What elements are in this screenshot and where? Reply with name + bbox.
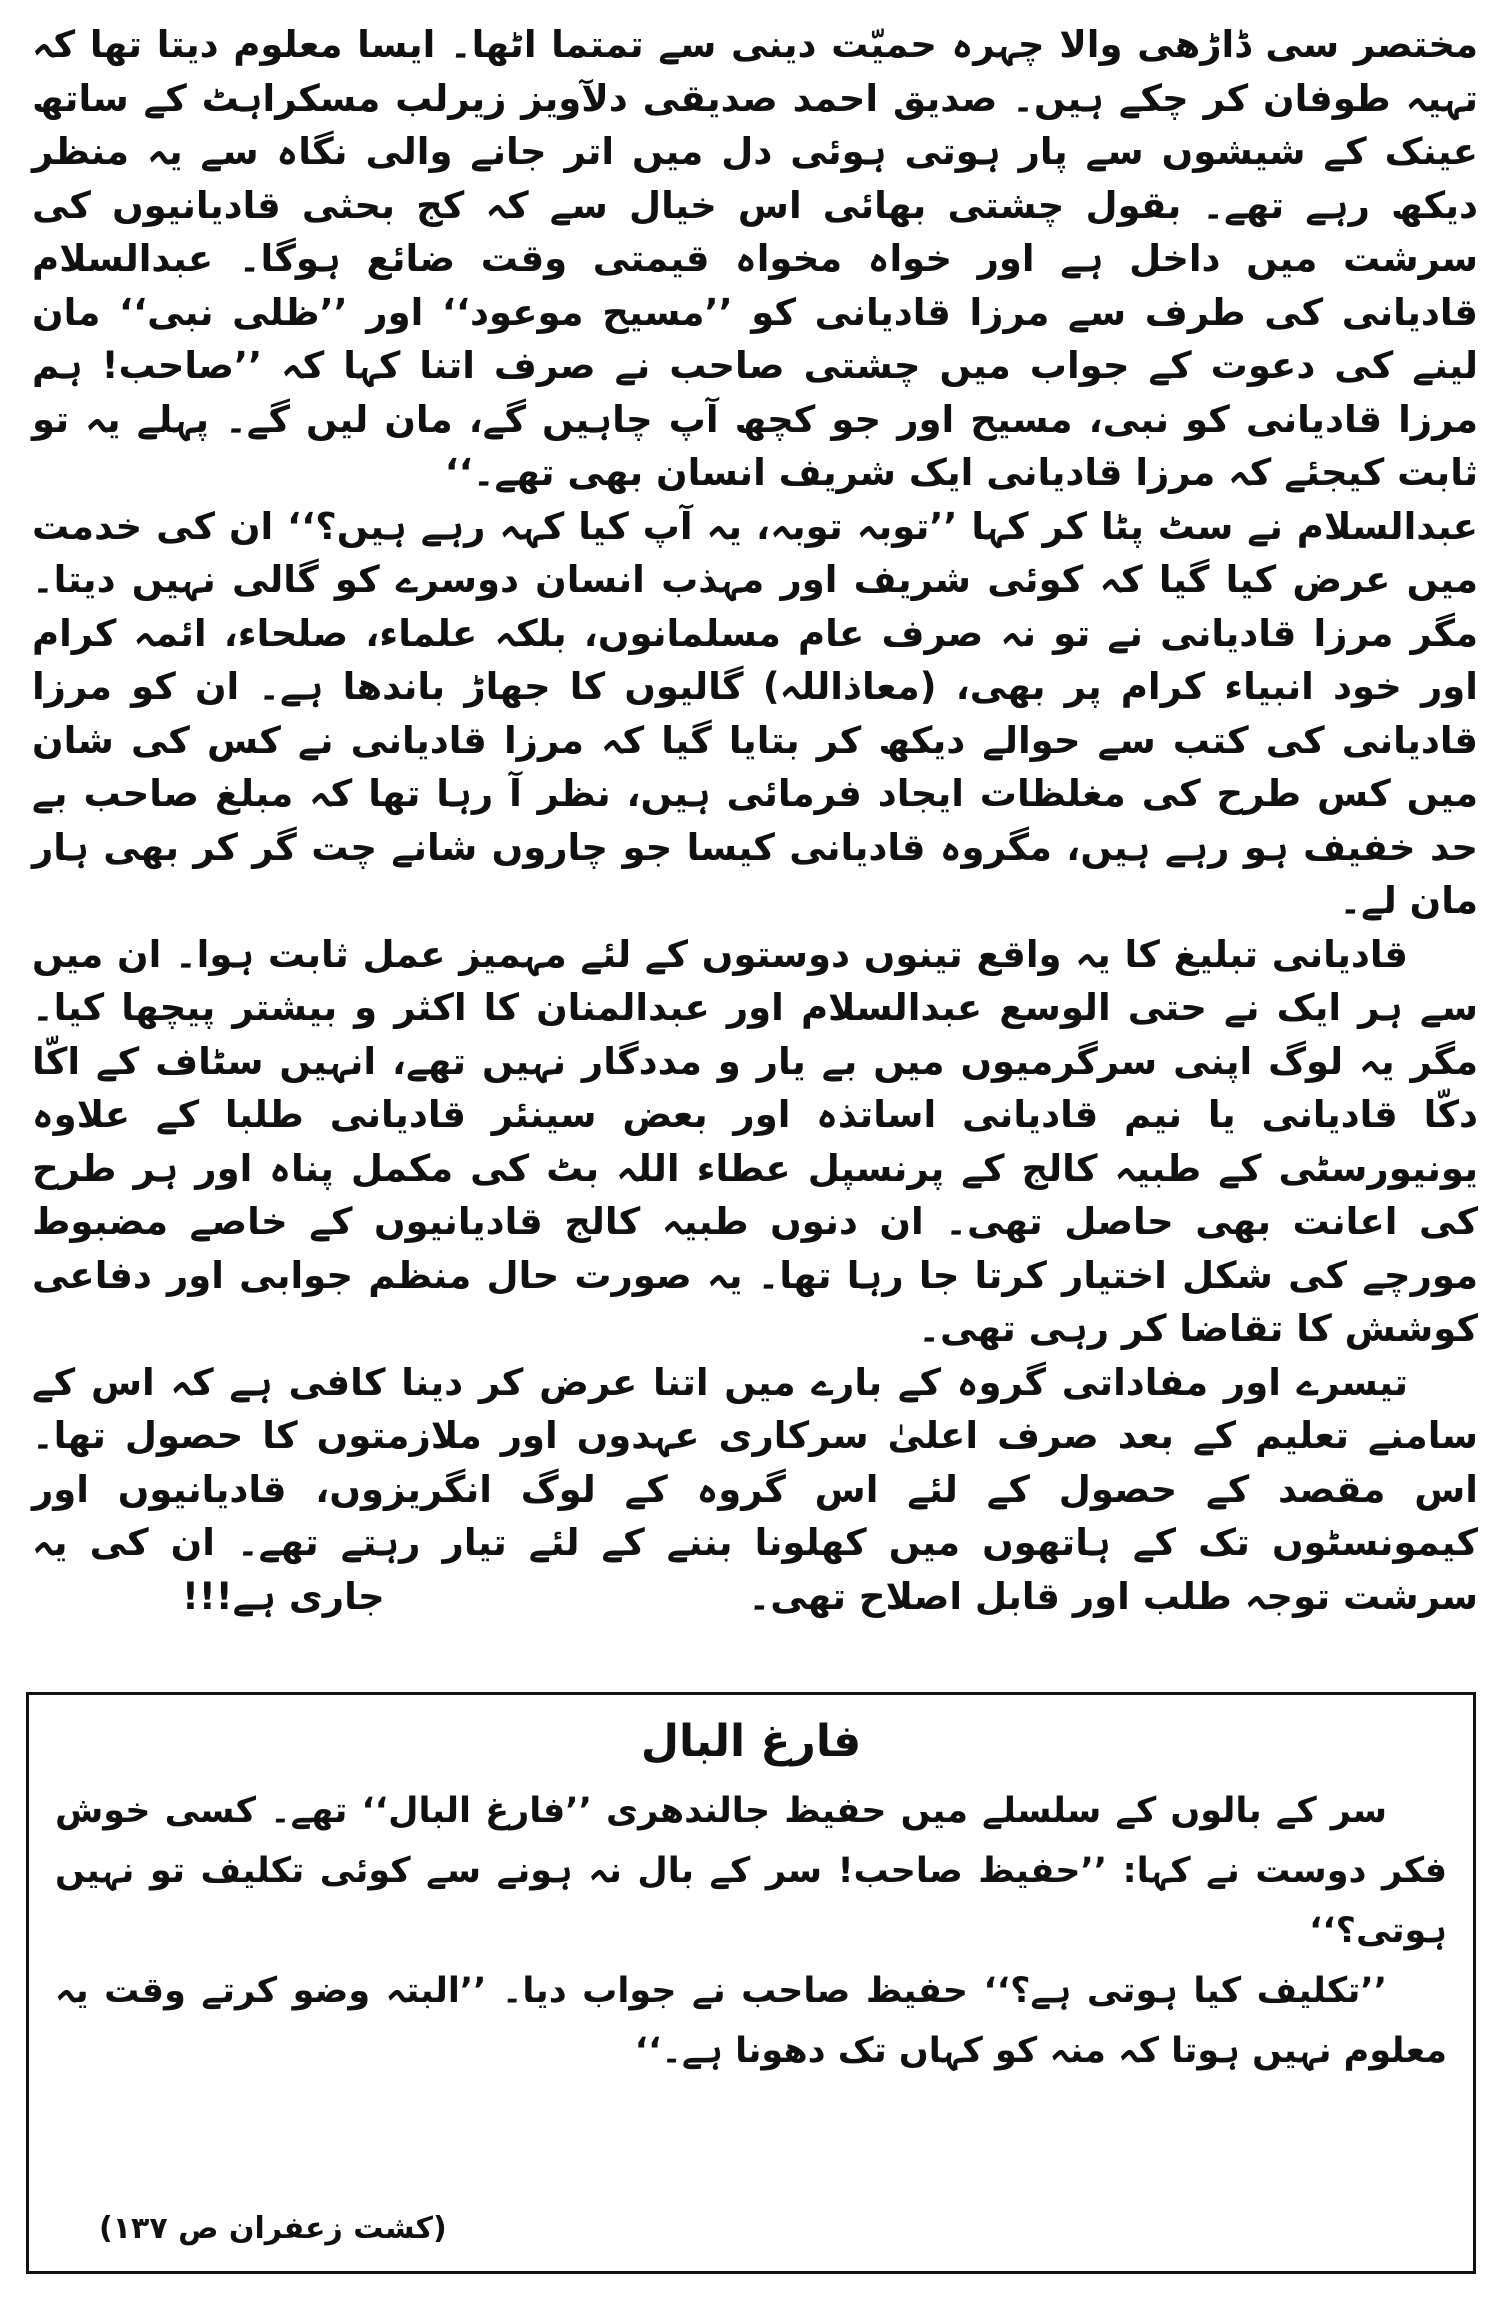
article-paragraph-1: مختصر سی ڈاڑھی والا چہرہ حمیّت دینی سے تمتما اٹھا۔ ایسا معلوم دیتا تھا کہ تہیہ طوفان کر چکے ہیں۔ صدیق احمد صدیقی دلآویز زیرلب مسکراہٹ کے ساتھ عینک کے شیشوں سے پار ہوتی ہوئی دل میں اتر جانے والی نگاہ سے یہ منظر دیکھ رہے تھے۔ بقول چشتی بھائی اس خیال سے کہ کج بحثی قادیانیوں کی سرشت میں داخل ہے اور خواہ مخواہ قیمتی وقت ضائع ہوگا۔ عبدالسلام قادیانی کی طرف سے مرزا قادیانی کو ’’مسیح موعود‘‘ اور ’’ظلی نبی‘‘ مان لینے کی دعوت کے جواب میں چشتی صاحب نے صرف اتنا کہا کہ ’’صاحب! ہم مرزا قادیانی کو نبی، مسیح اور جو کچھ آپ چاہیں گے، مان لیں گے۔ پہلے یہ تو ثابت کیجئے کہ مرزا قادیانی ایک شریف انسان بھی تھے۔‘‘ bbox=[32, 23, 1478, 494]
article-paragraph-2: عبدالسلام نے سٹ پٹا کر کہا ’’توبہ توبہ، یہ آپ کیا کہہ رہے ہیں؟‘‘ ان کی خدمت میں عرض کیا گیا کہ کوئی شریف اور مہذب انسان دوسرے کو گالی نہیں دیتا۔ مگر مرزا قادیانی نے تو نہ صرف عام مسلمانوں، بلکہ علماء، صلحاء، ائمہ کرام اور خود انبیاء کرام پر بھی، (معاذاللہ) گالیوں کا جھاڑ باندھا ہے۔ ان کو مرزا قادیانی کی کتب سے حوالے دیکھ کر بتایا گیا کہ مرزا قادیانی نے کس کی شان میں کس طرح کی مغلظات ایجاد فرمائی ہیں، نظر آ رہا تھا کہ مبلغ صاحب بے حد خفیف ہو رہے ہیں، مگروہ قادیانی کیسا جو چاروں شانے چت گر کر بھی ہار مان لے۔ bbox=[32, 504, 1478, 922]
anecdote-body bbox=[55, 1781, 1447, 2081]
article-paragraph-3: قادیانی تبلیغ کا یہ واقع تینوں دوستوں کے لئے مہمیز عمل ثابت ہوا۔ ان میں سے ہر ایک نے حتی الوسع عبدالسلام اور عبدالمنان کا اکثر و بیشتر پیچھا کیا۔ مگر یہ لوگ اپنی سرگرمیوں میں بے یار و مددگار نہیں تھے، انہیں سٹاف کے اکّا دکّا قادیانی یا نیم قادیانی اساتذہ اور بعض سینئر قادیانی طلبا کے علاوہ یونیورسٹی کے طبیہ کالج کے پرنسپل عطاء اللہ بٹ کی مکمل پناہ اور ہر طرح کی اعانت بھی حاصل تھی۔ ان دنوں طبیہ کالج قادیانیوں کے خاصے مضبوط مورچے کی شکل اختیار کرتا جا رہا تھا۔ یہ صورت حال منظم جوابی اور دفاعی کوشش کا تقاضا کر رہی تھی۔ bbox=[32, 932, 1478, 1350]
article-body bbox=[32, 18, 1478, 1623]
anecdote-paragraph-1: سر کے بالوں کے سلسلے میں حفیظ جالندھری ’’فارغ البال‘‘ تھے۔ کسی خوش فکر دوست نے کہا: ’’حفیظ صاحب! سر کے بال نہ ہونے سے کوئی تکلیف تو نہیں ہوتی؟‘‘ bbox=[55, 1791, 1447, 1951]
anecdote-citation: (کشت زعفران ص ۱۳۷) bbox=[99, 2211, 447, 2246]
article-paragraph-4: تیسرے اور مفاداتی گروہ کے بارے میں اتنا عرض کر دینا کافی ہے کہ اس کے سامنے تعلیم کے بعد صرف اعلیٰ سرکاری عہدوں اور ملازمتوں کا حصول تھا۔ اس مقصد کے حصول کے لئے اس گروہ کے لوگ انگریزوں، قادیانیوں اور کیمونسٹوں تک کے ہاتھوں میں کھلونا بننے کے لئے تیار رہتے تھے۔ ان کی یہ سرشت توجہ طلب اور قابل اصلاح تھی۔ bbox=[32, 1360, 1478, 1618]
anecdote-title: فارغ البال bbox=[640, 1716, 862, 1767]
to-be-continued-note: جاری ہے!!! bbox=[182, 1575, 385, 1618]
anecdote-paragraph-2: ’’تکلیف کیا ہوتی ہے؟‘‘ حفیظ صاحب نے جواب دیا۔ ’’البتہ وضو کرتے وقت یہ معلوم نہیں ہوتا کہ منہ کو کہاں تک دھونا ہے۔‘‘ bbox=[55, 1971, 1447, 2071]
anecdote-box bbox=[26, 1692, 1476, 2274]
